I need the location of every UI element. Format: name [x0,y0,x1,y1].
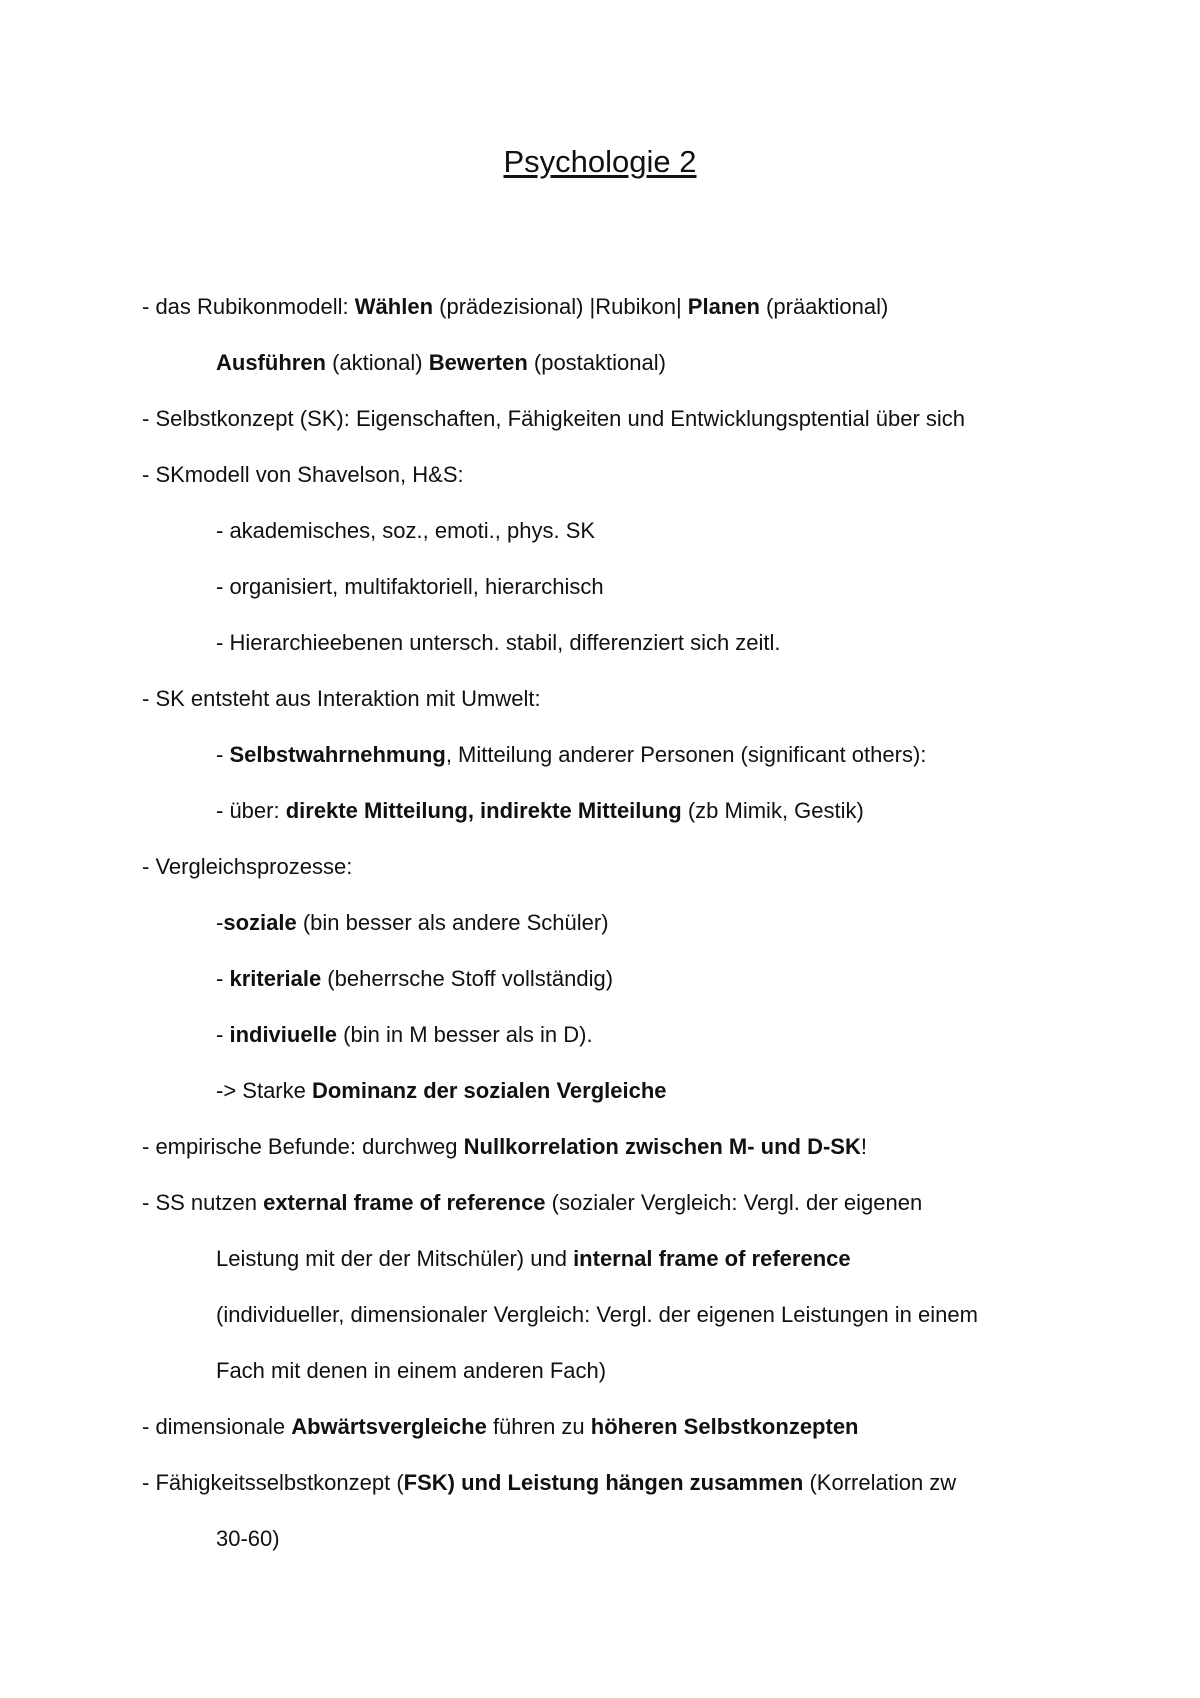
bold-text-segment: Bewerten [428,350,528,375]
text-line [142,404,965,434]
text-line [216,516,595,546]
bold-text-segment: Nullkorrelation zwischen M- und D-SK [463,1134,861,1159]
text-segment: - das Rubikonmodell: [142,294,355,319]
text-segment: ! [860,1134,867,1159]
text-line [142,1132,867,1162]
text-segment: -> Starke [216,1078,312,1103]
text-segment: - empirische Befunde: durchweg [142,1134,464,1159]
text-line [216,572,604,602]
text-segment: - dimensionale [142,1414,292,1439]
text-line [216,1300,978,1330]
text-segment: - [216,742,230,767]
text-line [142,852,352,882]
bold-text-segment: soziale [223,910,297,935]
text-segment: führen zu [486,1414,591,1439]
text-segment: (zb Mimik, Gestik) [681,798,864,823]
bold-text-segment: Planen [687,294,760,319]
text-segment: (aktional) [326,350,429,375]
text-segment: - Vergleichsprozesse: [142,854,353,879]
text-line [216,1524,280,1554]
text-segment: 30-60) [216,1526,280,1551]
text-segment: - SK entsteht aus Interaktion mit Umwelt: [142,686,541,711]
text-line [216,1244,851,1274]
bold-text-segment: internal frame of reference [573,1246,851,1271]
text-segment: Fach mit denen in einem anderen Fach) [216,1358,607,1383]
bold-text-segment: Wählen [354,294,434,319]
text-line [216,908,609,938]
text-line [216,796,864,826]
text-segment: , Mitteilung anderer Personen (significant others): [445,742,927,767]
text-segment: (prädezisional) |Rubikon| [433,294,688,319]
bold-text-segment: FSK) und Leistung hängen zusammen [403,1470,804,1495]
text-segment: - akademisches, soz., emoti., phys. SK [216,518,596,543]
text-line [142,1412,859,1442]
page-title: Psychologie 2 [503,144,697,179]
text-line [142,1188,922,1218]
text-segment: (beherrsche Stoff vollständig) [321,966,614,991]
bold-text-segment: kriteriale [229,966,322,991]
text-segment: - [216,1022,230,1047]
text-segment: - Fähigkeitsselbstkonzept ( [142,1470,404,1495]
bold-text-segment: Ausführen [216,350,326,375]
text-line [142,292,888,322]
bold-text-segment: Dominanz der sozialen Vergleiche [311,1078,667,1103]
text-line [216,1356,606,1386]
text-line [216,1076,667,1106]
text-segment: - [216,966,230,991]
text-line [216,964,613,994]
text-segment: - organisiert, multifaktoriell, hierarchisch [216,574,604,599]
text-segment: Leistung mit der der Mitschüler) und [216,1246,574,1271]
text-segment: (Korrelation zw [803,1470,957,1495]
text-segment: (individueller, dimensionaler Vergleich: Vergl. der eigenen Leistungen in einem [216,1302,978,1327]
text-segment: - über: [216,798,286,823]
bold-text-segment: Abwärtsvergleiche [291,1414,487,1439]
bold-text-segment: indiviuelle [229,1022,338,1047]
text-line [216,348,666,378]
bold-text-segment: external frame of reference [263,1190,546,1215]
text-segment: - SKmodell von Shavelson, H&S: [142,462,464,487]
text-segment: (präaktional) [759,294,889,319]
text-line [216,628,781,658]
text-segment: - Hierarchieebenen untersch. stabil, differenziert sich zeitl. [216,630,781,655]
text-line [216,740,926,770]
text-segment: (bin besser als andere Schüler) [296,910,609,935]
text-segment: - [216,910,224,935]
bold-text-segment: direkte Mitteilung, indirekte Mitteilung [285,798,682,823]
bold-text-segment: höheren Selbstkonzepten [590,1414,859,1439]
bold-text-segment: Selbstwahrnehmung [229,742,446,767]
text-segment: (bin in M besser als in D). [337,1022,593,1047]
text-line [142,684,541,714]
text-line [216,1020,593,1050]
text-segment: - Selbstkonzept (SK): Eigenschaften, Fähigkeiten und Entwicklungsptential über sich [142,406,966,431]
text-segment: (sozialer Vergleich: Vergl. der eigenen [545,1190,923,1215]
text-line [142,1468,956,1498]
text-segment: - SS nutzen [142,1190,264,1215]
text-segment: (postaktional) [527,350,666,375]
text-line [142,460,464,490]
